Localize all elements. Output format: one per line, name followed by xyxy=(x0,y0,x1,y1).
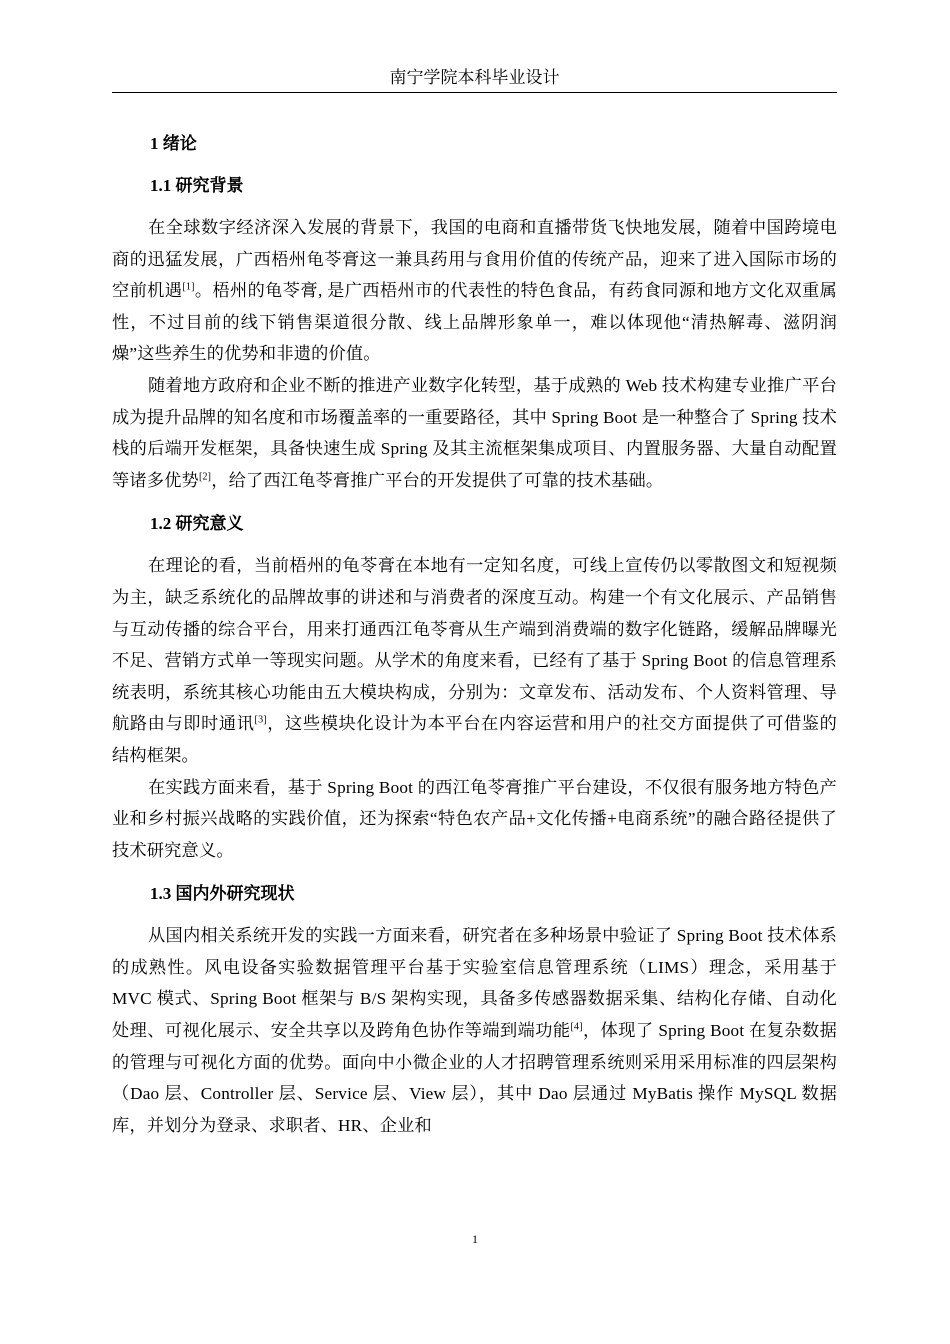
section-spacer xyxy=(112,496,837,508)
header-title: 南宁学院本科毕业设计 xyxy=(389,68,560,87)
section-heading: 1.3 国内外研究现状 xyxy=(150,884,295,904)
paragraph-text: 随着地方政府和企业不断的推进产业数字化转型，基于成熟的 Web 技术构建专业推广平台成为提升品牌的知名度和市场覆盖率的一重要路径，其中 Spring Boot 是一种整合了 Spring 技术栈的后端开发框架，具备快速生成 Spring 及其主流框架集成项目、内置服务器、大量自动配置等诸多优势 xyxy=(112,375,837,490)
section-heading: 1.2 研究意义 xyxy=(150,514,244,534)
citation-ref: [2] xyxy=(198,471,212,483)
body-paragraph xyxy=(112,370,837,496)
paragraph-text: ，体现了 Spring Boot 在复杂数据的管理与可视化方面的优势。面向中小微企业的人才招聘管理系统则采用采用标准的四层架构（Dao 层、Controller 层、Service 层、View 层），其中 Dao 层通过 MyBatis 操作 MySQL 数据库，并划分为登录、求职者、HR、企业和 xyxy=(112,1021,837,1135)
document-body xyxy=(112,128,837,1141)
paragraph-text: 在全球数字经济深入发展的背景下，我国的电商和直播带货飞快地发展，随着中国跨境电商的迅猛发展，广西梧州龟苓膏这一兼具药用与食用价值的传统产品，迎来了进入国际市场的空前机遇 xyxy=(112,218,837,301)
body-paragraph xyxy=(112,920,837,1141)
page-header xyxy=(112,66,837,93)
paragraph-text: ，给了西江龟苓膏推广平台的开发提供了可靠的技术基础。 xyxy=(211,470,664,490)
body-paragraph xyxy=(112,212,837,370)
paragraph-text: ，这些模块化设计为本平台在内容运营和用户的社交方面提供了可借鉴的结构框架。 xyxy=(112,714,837,765)
body-paragraph xyxy=(112,550,837,771)
chapter-heading: 1 绪论 xyxy=(150,134,197,153)
paragraph-text: 在实践方面来看，基于 Spring Boot 的西江龟苓膏推广平台建设，不仅很有服务地方特色产业和乡村振兴战略的实践价值，还为探索“特色农产品+文化传播+电商系统”的融合路径提供了技术研究意义。 xyxy=(112,777,837,860)
body-paragraph xyxy=(112,772,837,867)
citation-ref: [4] xyxy=(570,1021,583,1033)
citation-ref: [1] xyxy=(182,281,195,293)
citation-ref: [3] xyxy=(254,714,267,726)
section-spacer xyxy=(112,866,837,878)
paragraph-text: 从国内相关系统开发的实践一方面来看，研究者在多种场景中验证了 Spring Boot 技术体系的成熟性。风电设备实验数据管理平台基于实验室信息管理系统（LIMS）理念，采用基于 MVC 模式、Spring Boot 框架与 B/S 架构实现，具备多传感器数据采集、结构化存储、自动化处理、可视化展示、安全共享以及跨角色协作等端到端功能 xyxy=(112,926,837,1041)
page-number: 1 xyxy=(472,1232,478,1246)
paragraph-text: 在理论的看，当前梧州的龟苓膏在本地有一定知名度，可线上宣传仍以零散图文和短视频为主，缺乏系统化的品牌故事的讲述和与消费者的深度互动。构建一个有文化展示、产品销售与互动传播的综合平台，用来打通西江龟苓膏从生产端到消费端的数字化链路，缓解品牌曝光不足、营销方式单一等现实问题。从学术的角度来看，已经有了基于 Spring Boot 的信息管理系统表明，系统其核心功能由五大模块构成，分别为：文章发布、活动发布、个人资料管理、导航路由与即时通讯 xyxy=(112,556,837,734)
paragraph-text: 。梧州的龟苓膏, 是广西梧州市的代表性的特色食品，有药食同源和地方文化双重属性，不过目前的线下销售渠道很分散、线上品牌形象单一，难以体现他“清热解毒、滋阴润燥”这些养生的优势和非遗的价值。 xyxy=(112,281,837,364)
section-heading: 1.1 研究背景 xyxy=(150,176,244,195)
